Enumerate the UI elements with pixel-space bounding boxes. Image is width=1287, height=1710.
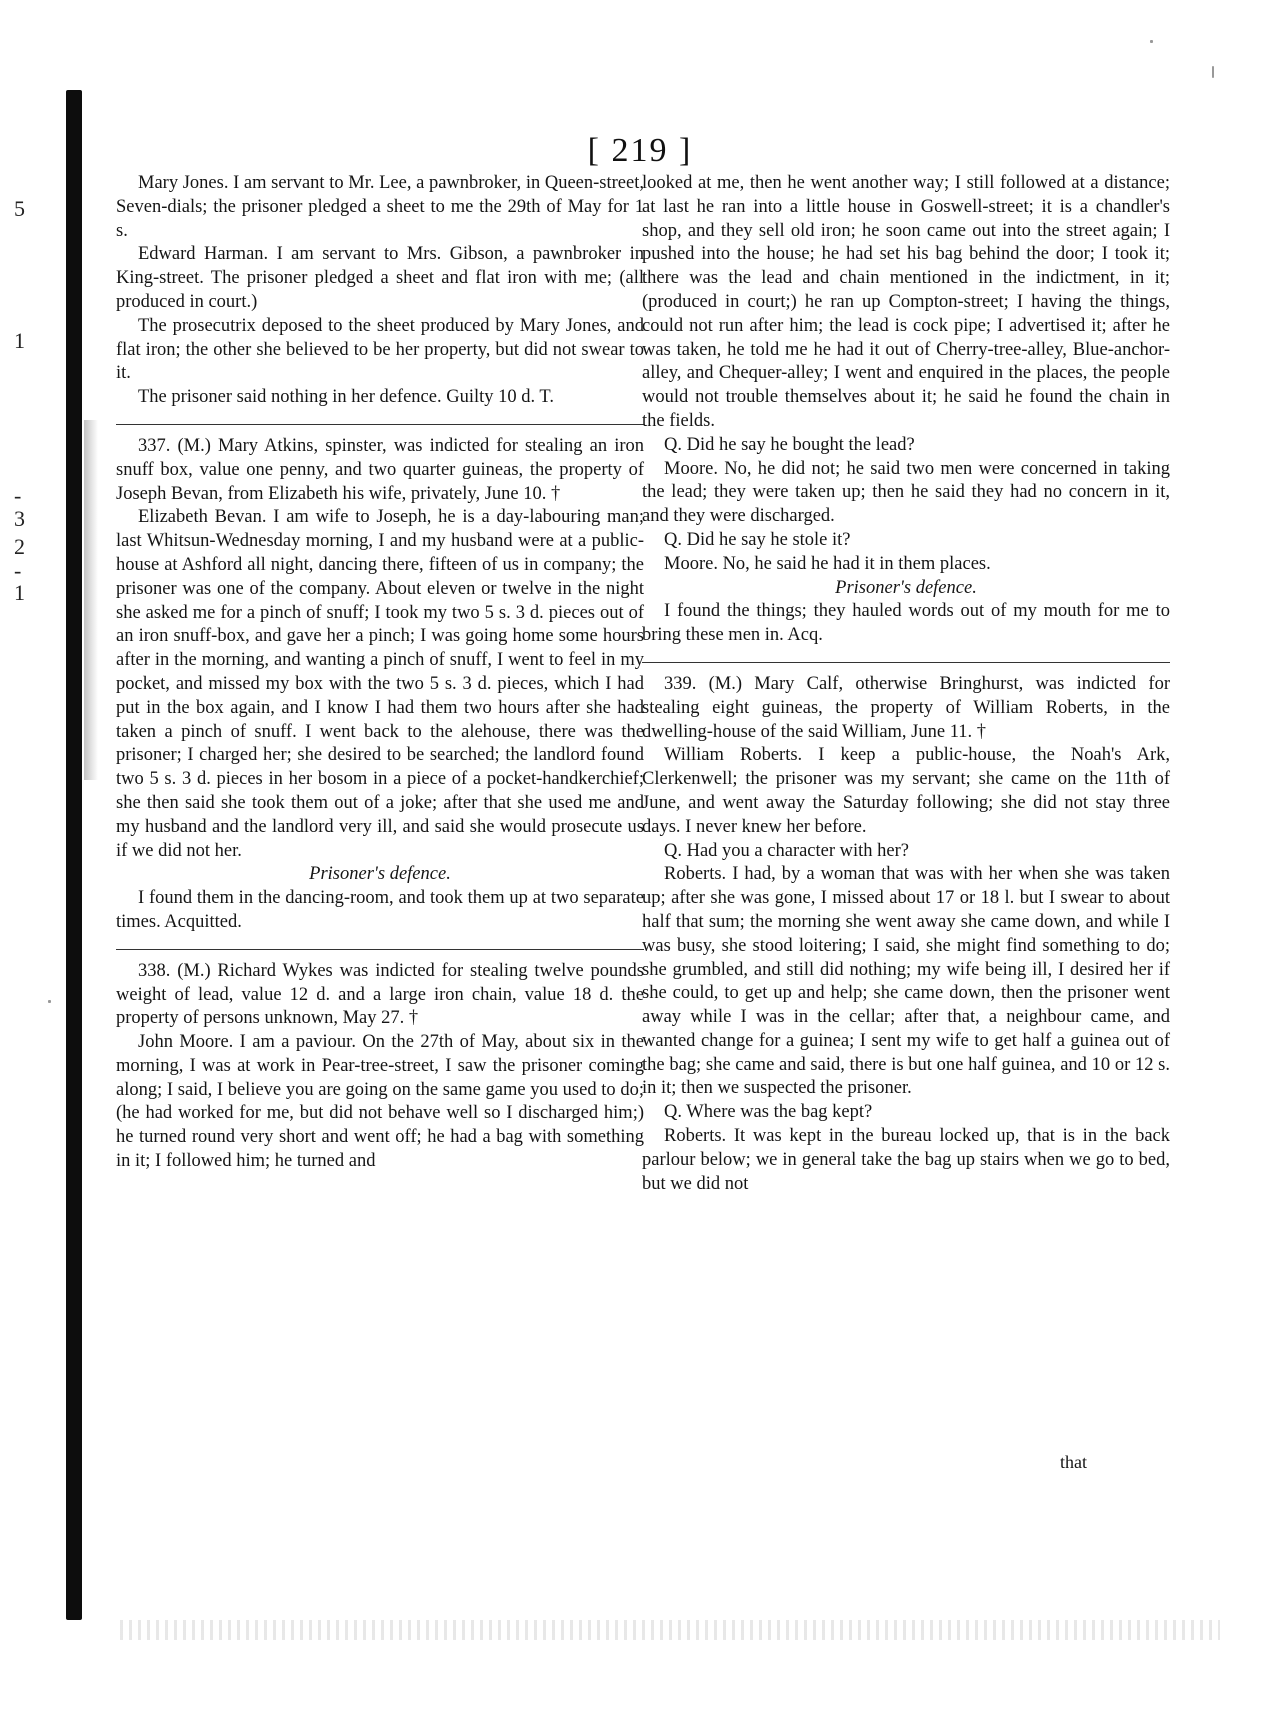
paragraph: looked at me, then he went another way; I still followed at a distance; at last he ran into a little house in Goswell-street; it is a chandler's shop, and they sell old iron; he soon came out into the street again; I pushed into the house; he had set his bag behind the door; I took it; there was the lead and chain mentioned in the indictment, in it; (produced in court;) he ran up Compton-street; I having the things, could not run after him; the lead is cock pipe; I advertised it; after he was taken, he told me he had it out of Cherry-tree-alley, Blue-anchor-alley, and Chequer-alley; I went and enquired in the places, the people would not trouble themselves about it; he said he found the chain in the fields. xyxy=(642,173,1170,431)
paragraph: I found them in the dancing-room, and took them up at two separate times. Acquitted. xyxy=(116,888,644,932)
paragraph: Roberts. It was kept in the bureau locked up, that is in the back parlour below; we in general take the bag up stairs when we go to bed, but we did not xyxy=(642,1126,1170,1194)
paragraph: Roberts. I had, by a woman that was with her when she was taken up; after she was gone, I missed about 17 or 18 l. but I swear to about half that sum; the morning she went away she came down, and while I was busy, she stood loitering; I said, she might find something to do; she grumbled, and still did nothing; my wife being ill, I desired her if she could, to get up and help; she came down, then the prisoner went away while I was in the cellar; after that, a neighbour came, and wanted change for a guinea; I sent my wife to get half a guinea out of the bag; she came and said, there is but one half guinea, and 10 or 12 s. in it; then we suspected the prisoner. xyxy=(642,864,1170,1099)
margin-mark: 1 xyxy=(14,328,25,353)
margin-mark: - xyxy=(14,483,22,508)
left-column xyxy=(116,172,644,1174)
section-heading: Prisoner's defence. xyxy=(835,577,977,598)
paragraph: 337. (M.) Mary Atkins, spinster, was indicted for stealing an iron snuff box, value one penny, and two quarter guineas, the property of Joseph Bevan, from Elizabeth his wife, privately, June 10. † xyxy=(116,435,644,504)
margin-mark: 3 xyxy=(14,506,25,531)
paragraph: Mary Jones. I am servant to Mr. Lee, a pawnbroker, in Queen-street, Seven-dials; the prisoner pledged a sheet to me the 29th of May for 1 s. xyxy=(116,173,644,241)
binding-gradient xyxy=(84,420,98,780)
paragraph: Moore. No, he said he had it in them places. xyxy=(664,553,991,574)
margin-mark: - xyxy=(14,558,22,583)
paragraph: Edward Harman. I am servant to Mrs. Gibson, a pawnbroker in King-street. The prisoner pledged a sheet and flat iron with me; (all produced in court.) xyxy=(116,244,644,312)
section-divider xyxy=(642,662,1170,663)
scan-noise xyxy=(120,1620,1220,1640)
paragraph: John Moore. I am a paviour. On the 27th of May, about six in the morning, I was at work in Pear-tree-street, I saw the prisoner coming along; I said, I believe you are going on the same game you used to do; (he had worked for me, but did not behave well so I discharged him;) he turned round very short and went off; he had a bag with something in it; I followed him; he turned and xyxy=(116,1032,644,1172)
paragraph: 339. (M.) Mary Calf, otherwise Bringhurst, was indicted for stealing eight guineas, the property of William Roberts, in the dwelling-house of the said William, June 11. † xyxy=(642,673,1170,742)
paragraph: The prosecutrix deposed to the sheet produced by Mary Jones, and flat iron; the other she believed to be her property, but did not swear to it. xyxy=(116,315,644,384)
catchword: that xyxy=(1060,1452,1087,1472)
page-number: [ 219 ] xyxy=(587,132,693,169)
margin-mark: 1 xyxy=(14,580,25,605)
paragraph: Elizabeth Bevan. I am wife to Joseph, he is a day-labouring man; last Whitsun-Wednesday morning, I and my husband were at a public-house at Ashford all night, dancing there, fifteen of us in company; the prisoner was one of the company. About eleven or twelve in the night she asked me for a pinch of snuff; I took my two 5 s. 3 d. pieces out of an iron snuff-box, and gave her a pinch; I was going home some hours after in the morning, and wanting a pinch of snuff, I went to feel in my pocket, and missed my box with the two 5 s. 3 d. pieces, which I had put in the box again, and I know I had them two hours after she had taken a pinch of snuff. I went back to the alehouse, there was the prisoner; I charged her; she desired to be searched; the landlord found two 5 s. 3 d. pieces in her bosom in a piece of a pocket-handkerchief; she then said she took them out of a joke; after that she used me and my husband and the landlord very ill, and said she would prosecute us if we did not her. xyxy=(116,507,644,861)
section-divider xyxy=(116,424,644,425)
section-divider xyxy=(116,949,644,950)
paragraph: 338. (M.) Richard Wykes was indicted for stealing twelve pounds weight of lead, value 12 d. and a large iron chain, value 18 d. the property of persons unknown, May 27. † xyxy=(116,960,644,1029)
paragraph: William Roberts. I keep a public-house, the Noah's Ark, Clerkenwell; the prisoner was my servant; she came on the 11th of June, and went away the Saturday following; she did not stay three days. I never knew her before. xyxy=(642,745,1170,837)
margin-mark: 5 xyxy=(14,196,25,221)
paragraph: Q. Did he say he bought the lead? xyxy=(664,434,915,455)
section-heading: Prisoner's defence. xyxy=(309,864,451,885)
paragraph: I found the things; they hauled words out of my mouth for me to bring these men in. Acq. xyxy=(642,601,1170,646)
paragraph: Q. Where was the bag kept? xyxy=(664,1102,873,1123)
paragraph: Q. Did he say he stole it? xyxy=(664,529,851,550)
right-column xyxy=(642,172,1170,1196)
binding-shadow xyxy=(66,90,82,1620)
paragraph: Moore. No, he did not; he said two men were concerned in taking the lead; they were taken up; then he said they had no concern in it, and they were discharged. xyxy=(642,458,1170,527)
paragraph: Q. Had you a character with her? xyxy=(664,840,910,861)
paragraph: The prisoner said nothing in her defence. Guilty 10 d. T. xyxy=(138,387,554,408)
margin-mark: 2 xyxy=(14,534,25,559)
